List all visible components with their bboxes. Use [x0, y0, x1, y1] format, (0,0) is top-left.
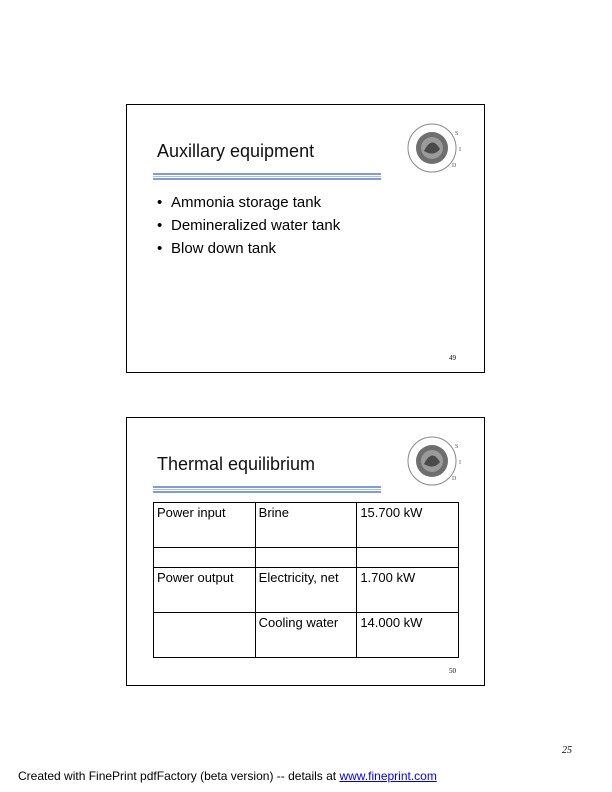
table-cell	[154, 548, 256, 568]
slide-page-number: 49	[449, 354, 456, 362]
table-row	[154, 548, 459, 568]
title-underline	[153, 173, 381, 181]
power-balance-table	[153, 502, 459, 658]
university-seal-icon	[402, 434, 474, 492]
slide-auxillary-equipment	[126, 104, 485, 373]
table-cell: 14.000 kW	[357, 613, 459, 658]
table-cell: Brine	[255, 503, 357, 548]
svg-text:I: I	[459, 147, 461, 153]
title-underline	[153, 486, 381, 494]
table-cell: Cooling water	[255, 613, 357, 658]
list-item: • Ammonia storage tank	[157, 194, 322, 211]
table-row	[154, 503, 459, 548]
table-row	[154, 613, 459, 658]
table-cell	[357, 548, 459, 568]
svg-text:S: S	[455, 131, 459, 137]
table-cell: 15.700 kW	[357, 503, 459, 548]
svg-text:I: I	[459, 460, 461, 466]
table-cell: Power input	[154, 503, 256, 548]
slide-thermal-equilibrium	[126, 417, 485, 686]
table-cell: 1.700 kW	[357, 568, 459, 613]
pdf-footer	[18, 769, 437, 783]
table-cell	[255, 548, 357, 568]
slide-page-number: 50	[449, 667, 456, 675]
table-cell: Electricity, net	[255, 568, 357, 613]
list-item: • Demineralized water tank	[157, 217, 341, 234]
svg-text:D: D	[452, 163, 457, 169]
svg-text:D: D	[452, 476, 457, 482]
footer-text: Created with FinePrint pdfFactory (beta version) -- details at	[18, 769, 340, 783]
svg-text:S: S	[455, 444, 459, 450]
slide-title: Auxillary equipment	[157, 141, 315, 161]
fineprint-link[interactable]: www.fineprint.com	[339, 769, 437, 783]
bullet-list	[157, 191, 340, 260]
sheet-page-number: 25	[562, 745, 572, 756]
university-seal-icon	[402, 121, 474, 179]
slide-title: Thermal equilibrium	[157, 454, 316, 474]
table-cell: Power output	[154, 568, 256, 613]
table-row	[154, 568, 459, 613]
list-item: • Blow down tank	[157, 240, 277, 257]
table-cell	[154, 613, 256, 658]
